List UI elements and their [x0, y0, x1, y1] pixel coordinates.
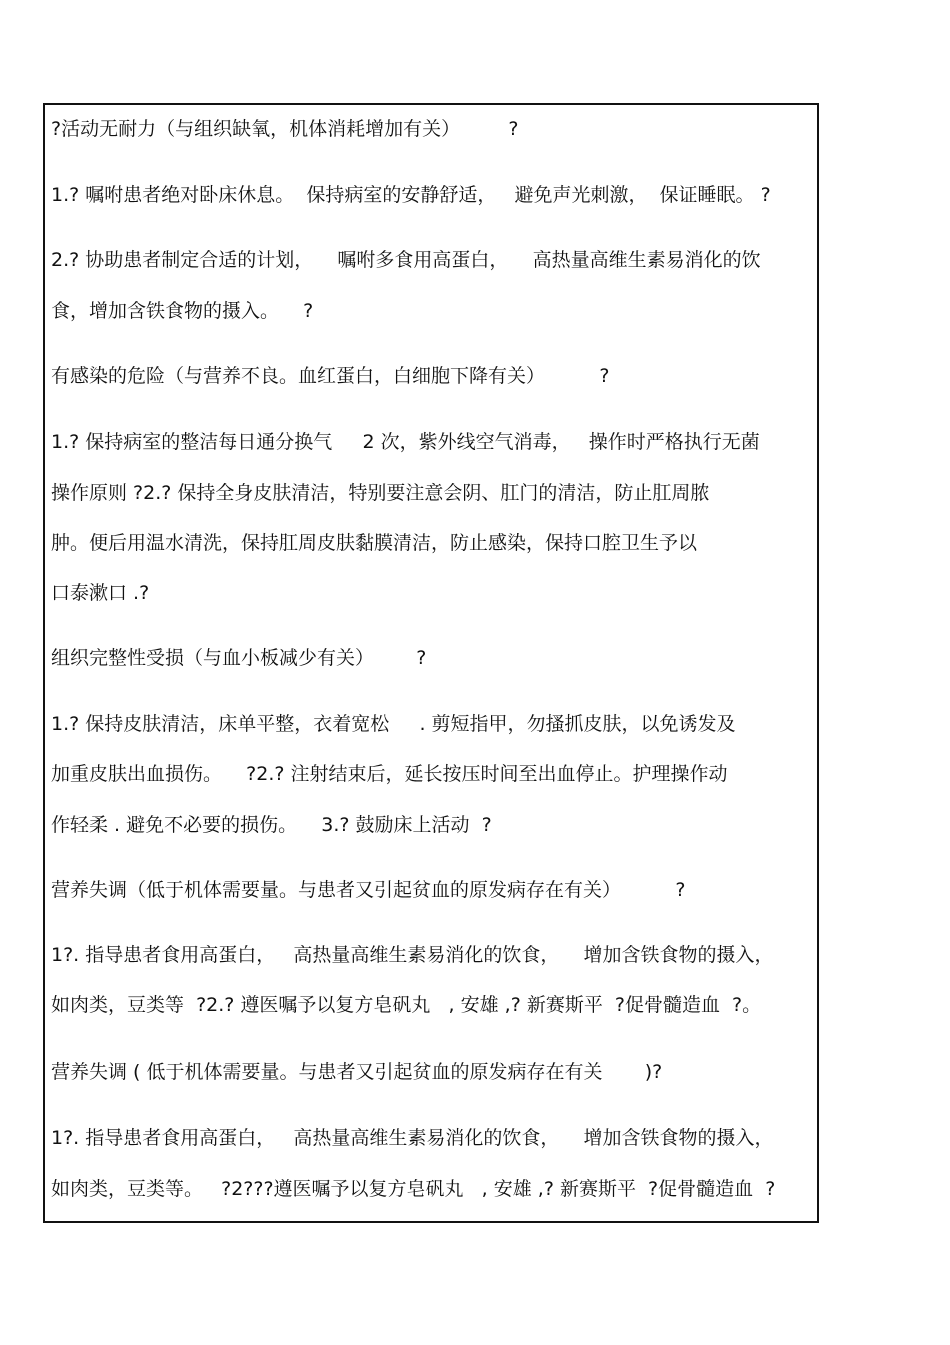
text-line: ?活动无耐力（与组织缺氧，机体消耗增加有关） ?	[51, 118, 519, 140]
text-line: 操作原则 ?2.? 保持全身皮肤清洁，特别要注意会阴、肛门的清洁，防止肛周脓	[51, 482, 710, 504]
text-line: 营养失调（低于机体需要量。与患者又引起贫血的原发病存在有关） ?	[51, 879, 686, 901]
text-line: 如肉类，豆类等 ?2.? 遵医嘱予以复方皂矾丸 , 安雄 ,? 新赛斯平 ?促骨髓造血 ?。	[51, 994, 762, 1016]
text-line: 口泰漱口 .?	[51, 582, 150, 604]
text-line: 食，增加含铁食物的摄入。 ?	[51, 300, 314, 322]
text-line: 1?. 指导患者食用高蛋白， 高热量高维生素易消化的饮食， 增加含铁食物的摄入，	[51, 944, 774, 966]
text-line: 1?. 指导患者食用高蛋白， 高热量高维生素易消化的饮食， 增加含铁食物的摄入，	[51, 1127, 774, 1149]
text-line: 如肉类，豆类等。 ?2???遵医嘱予以复方皂矾丸 , 安雄 ,? 新赛斯平 ?促骨髓造血 ?	[51, 1178, 776, 1200]
text-line: 有感染的危险（与营养不良。血红蛋白，白细胞下降有关） ?	[51, 365, 610, 387]
text-line: 加重皮肤出血损伤。 ?2.? 注射结束后，延长按压时间至出血停止。护理操作动	[51, 763, 728, 785]
text-line: 1.? 嘱咐患者绝对卧床休息。 保持病室的安静舒适， 避免声光刺激， 保证睡眠。 ?	[51, 184, 771, 206]
text-line: 2.? 协助患者制定合适的计划， 嘱咐多食用高蛋白， 高热量高维生素易消化的饮	[51, 249, 761, 271]
text-line: 1.? 保持皮肤清洁，床单平整，衣着宽松 . 剪短指甲，勿搔抓皮肤，以免诱发及	[51, 713, 736, 735]
text-line: 营养失调 ( 低于机体需要量。与患者又引起贫血的原发病存在有关 )?	[51, 1061, 663, 1083]
text-line: 肿。便后用温水清洗，保持肛周皮肤黏膜清洁，防止感染，保持口腔卫生予以	[51, 532, 698, 554]
text-line: 1.? 保持病室的整洁每日通分换气 2 次，紫外线空气消毒， 操作时严格执行无菌	[51, 431, 760, 453]
text-line: 作轻柔 . 避免不必要的损伤。 3.? 鼓励床上活动 ?	[51, 814, 492, 836]
text-line: 组织完整性受损（与血小板减少有关） ?	[51, 647, 427, 669]
